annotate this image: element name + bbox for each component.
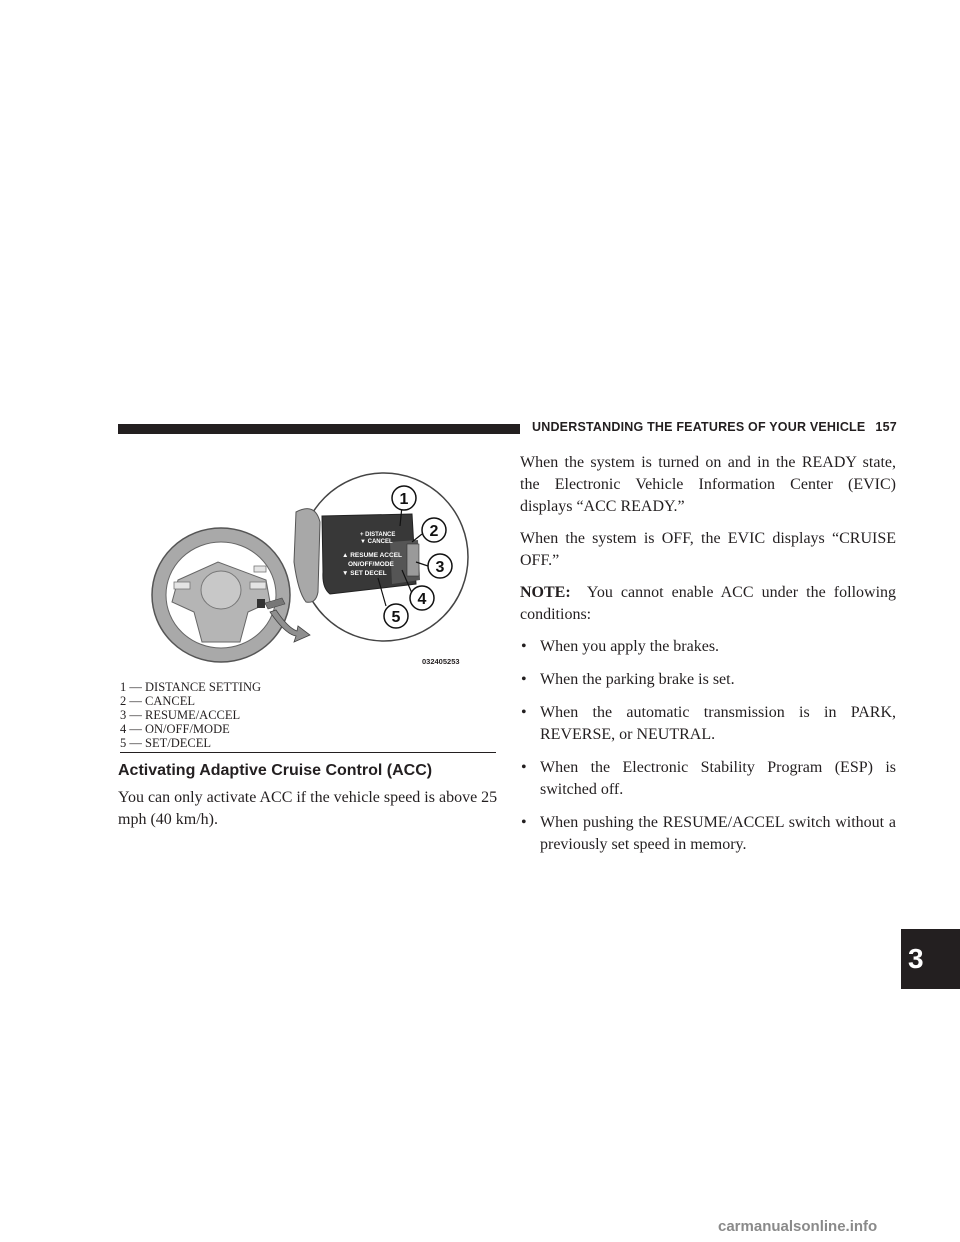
page-number: 157 bbox=[875, 420, 897, 434]
figure-legend bbox=[120, 680, 496, 753]
list-item: • When the automatic transmission is in PARK, REVERSE, or NEUTRAL. bbox=[521, 704, 896, 743]
activation-paragraph: You can only activate ACC if the vehicle speed is above 25 mph (40 km/h). bbox=[118, 789, 498, 828]
ready-state-paragraph: When the system is turned on and in the READY state, the Electronic Vehicle Information Center (EVIC) displays “ACC READY.” bbox=[520, 454, 896, 515]
bullet-icon: • bbox=[521, 638, 527, 655]
callout-1 bbox=[392, 486, 416, 510]
section-title: UNDERSTANDING THE FEATURES OF YOUR VEHICLE bbox=[532, 420, 866, 434]
callout-3 bbox=[428, 554, 452, 578]
set-switch-label: ▼ SET DECEL bbox=[342, 570, 387, 577]
note-text: You cannot enable ACC under the following conditions: bbox=[520, 584, 897, 623]
svg-text:4: 4 bbox=[417, 591, 427, 608]
onoff-switch-label: ON/OFF/MODE bbox=[348, 561, 394, 568]
chapter-tab[interactable] bbox=[901, 929, 960, 989]
svg-text:3: 3 bbox=[435, 559, 445, 576]
right-column bbox=[520, 452, 896, 867]
figure-id: 032405253 bbox=[422, 657, 460, 666]
resume-switch-label: ▲ RESUME ACCEL bbox=[342, 552, 403, 559]
svg-text:2: 2 bbox=[429, 523, 439, 540]
note-paragraph bbox=[520, 582, 896, 626]
svg-text:5: 5 bbox=[391, 609, 401, 626]
list-item: • When the Electronic Stability Program (ESP) is switched off. bbox=[521, 759, 896, 798]
steering-wheel-illustration bbox=[120, 462, 495, 678]
legend-item: 3 — RESUME/ACCEL bbox=[120, 708, 241, 722]
bullet-icon: • bbox=[521, 704, 527, 721]
off-state-paragraph: When the system is OFF, the EVIC displays “CRUISE OFF.” bbox=[520, 530, 896, 569]
legend-item: 4 — ON/OFF/MODE bbox=[120, 722, 230, 736]
section-heading: Activating Adaptive Cruise Control (ACC) bbox=[118, 762, 433, 779]
running-header bbox=[532, 420, 912, 434]
watermark: carmanualsonline.info bbox=[718, 1218, 878, 1235]
cancel-switch-label: ▼ CANCEL bbox=[360, 539, 393, 545]
distance-switch-label: + DISTANCE bbox=[360, 532, 396, 538]
list-item: • When the parking brake is set. bbox=[520, 669, 896, 691]
bullet-icon: • bbox=[521, 759, 527, 776]
legend-item: 1 — DISTANCE SETTING bbox=[120, 680, 262, 694]
bullet-icon: • bbox=[521, 814, 527, 831]
condition-list bbox=[520, 636, 896, 856]
header-rule bbox=[118, 424, 520, 434]
list-item: • When pushing the RESUME/ACCEL switch without a previously set speed in memory. bbox=[521, 814, 896, 853]
callout-5 bbox=[384, 604, 408, 628]
bullet-icon: • bbox=[521, 671, 527, 688]
svg-text:1: 1 bbox=[399, 491, 409, 508]
callout-2 bbox=[422, 518, 446, 542]
steering-wheel bbox=[152, 528, 290, 662]
legend-item: 5 — SET/DECEL bbox=[120, 736, 211, 750]
legend-item: 2 — CANCEL bbox=[120, 694, 195, 708]
callout-4 bbox=[410, 586, 434, 610]
chapter-number: 3 bbox=[908, 943, 924, 974]
note-label: NOTE: bbox=[520, 584, 571, 601]
list-item: • When you apply the brakes. bbox=[520, 636, 896, 658]
